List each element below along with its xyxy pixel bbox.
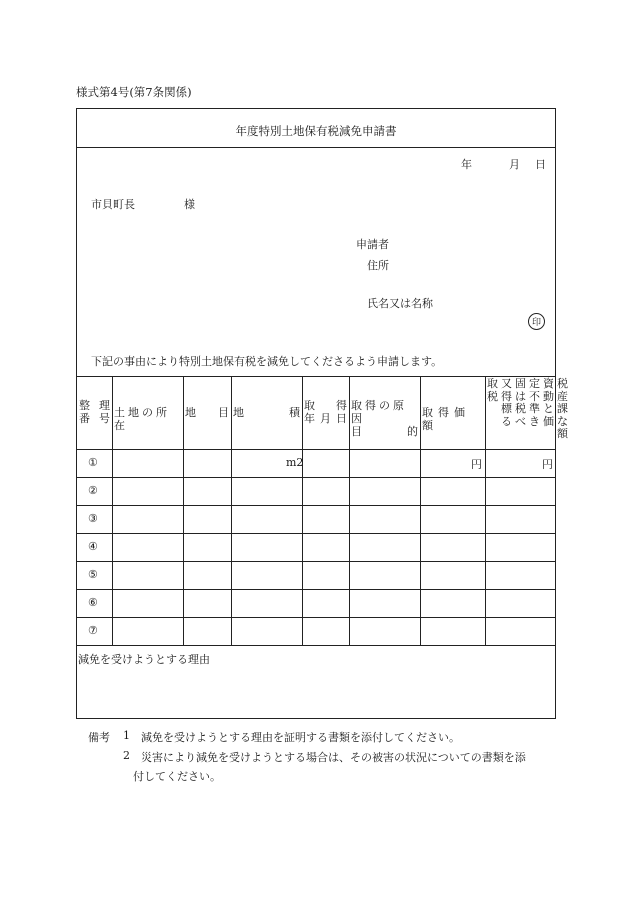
- date-year: 年: [461, 158, 472, 171]
- header-text: 目: [351, 425, 362, 438]
- header-number: [79, 399, 110, 425]
- row-line: [77, 617, 555, 618]
- form-number: 様式第4号(第7条関係): [76, 85, 192, 99]
- header-text: 取得の原因: [351, 399, 407, 425]
- row-number-7: ⑦: [88, 624, 98, 637]
- header-valuation: [487, 378, 568, 441]
- row-line: [77, 533, 555, 534]
- header-char: 標: [501, 402, 512, 415]
- header-char: 定: [529, 377, 540, 390]
- reason-label: 減免を受けようとする理由: [78, 653, 210, 666]
- header-text: 目: [218, 406, 229, 419]
- header-text: 整: [79, 399, 90, 412]
- header-text: 地: [233, 406, 244, 419]
- applicant-name-label: 氏名又は名称: [367, 297, 433, 310]
- header-text: 日: [336, 412, 347, 425]
- header-char: 価: [543, 414, 554, 428]
- row-line: [77, 589, 555, 590]
- header-char: る: [501, 414, 512, 428]
- date-month: 月: [509, 158, 520, 171]
- form-title: 年度特別土地保有税減免申請書: [235, 124, 397, 138]
- header-char: 不: [529, 389, 540, 403]
- row-line: [77, 561, 555, 562]
- row-number-5: ⑤: [88, 568, 98, 581]
- header-char: 税: [557, 377, 568, 390]
- applicant-address-label: 住所: [367, 259, 389, 272]
- addressee-mayor: 市貝町長: [91, 198, 135, 211]
- note-2-number: 2: [123, 749, 130, 762]
- header-char: 産: [557, 389, 568, 403]
- header-text: 年: [304, 412, 315, 425]
- header-text: 的: [407, 425, 418, 438]
- header-char: 取: [487, 377, 498, 390]
- table-top-line: [77, 376, 555, 377]
- header-char: 課: [557, 402, 568, 415]
- unit-area: m2: [286, 456, 304, 469]
- header-char: 準: [529, 402, 540, 415]
- header-char: と: [543, 402, 554, 415]
- table-bottom-line: [77, 645, 555, 646]
- header-char: 税: [487, 389, 498, 403]
- header-char: 固: [515, 377, 526, 390]
- row-line: [77, 477, 555, 478]
- col-line: [183, 376, 184, 645]
- col-line: [485, 376, 486, 645]
- request-text: 下記の事由により特別土地保有税を減免してくださるよう申請します。: [91, 355, 443, 368]
- col-line: [231, 376, 232, 645]
- header-text: 月: [320, 412, 331, 425]
- header-category: [185, 406, 229, 419]
- header-char: 額: [557, 427, 568, 440]
- header-text: 積: [289, 406, 300, 419]
- header-area: [233, 406, 300, 419]
- row-number-1: ①: [88, 456, 98, 469]
- header-char: 資: [543, 377, 554, 390]
- row-number-2: ②: [88, 484, 98, 497]
- note-2-continuation: 付してください。: [133, 770, 221, 783]
- header-acquisition-date: [304, 399, 347, 425]
- note-2-text: 災害により減免を受けようとする場合は、その被害の状況についての書類を添: [141, 751, 526, 764]
- header-price: 取得価額: [422, 406, 470, 432]
- table-header-line: [77, 449, 555, 450]
- date-day: 日: [535, 158, 546, 171]
- header-char: 得: [501, 389, 512, 403]
- addressee-honorific: 様: [184, 198, 195, 211]
- unit-valuation: 円: [542, 458, 553, 471]
- col-line: [349, 376, 350, 645]
- application-form: [76, 108, 568, 719]
- seal-mark: [528, 313, 545, 330]
- header-char: な: [557, 414, 568, 428]
- header-text: 得: [336, 399, 347, 412]
- notes-label: 備考: [88, 731, 110, 744]
- col-line: [112, 376, 113, 645]
- col-line: [302, 376, 303, 645]
- header-char: 税: [515, 402, 526, 415]
- col-line: [420, 376, 421, 645]
- unit-price: 円: [471, 458, 482, 471]
- header-char: 又: [501, 377, 512, 390]
- row-number-6: ⑥: [88, 596, 98, 609]
- header-char: は: [515, 389, 526, 403]
- header-cause: [351, 399, 418, 438]
- row-number-4: ④: [88, 540, 98, 553]
- header-text: 号: [99, 412, 110, 425]
- note-1-number: 1: [123, 729, 130, 742]
- applicant-label: 申請者: [356, 238, 389, 251]
- note-1-text: 減免を受けようとする理由を証明する書類を添付してください。: [141, 731, 460, 744]
- header-location: 土地の所在: [114, 406, 170, 432]
- header-text: 番: [79, 412, 90, 425]
- header-char: き: [529, 414, 540, 428]
- seal-text: 印: [531, 318, 541, 328]
- header-text: 取: [304, 399, 315, 412]
- header-text: 地: [185, 406, 196, 419]
- row-line: [77, 505, 555, 506]
- divider: [77, 147, 555, 148]
- row-number-3: ③: [88, 512, 98, 525]
- header-char: べ: [515, 414, 526, 428]
- header-char: 動: [543, 389, 554, 403]
- header-text: 理: [99, 399, 110, 412]
